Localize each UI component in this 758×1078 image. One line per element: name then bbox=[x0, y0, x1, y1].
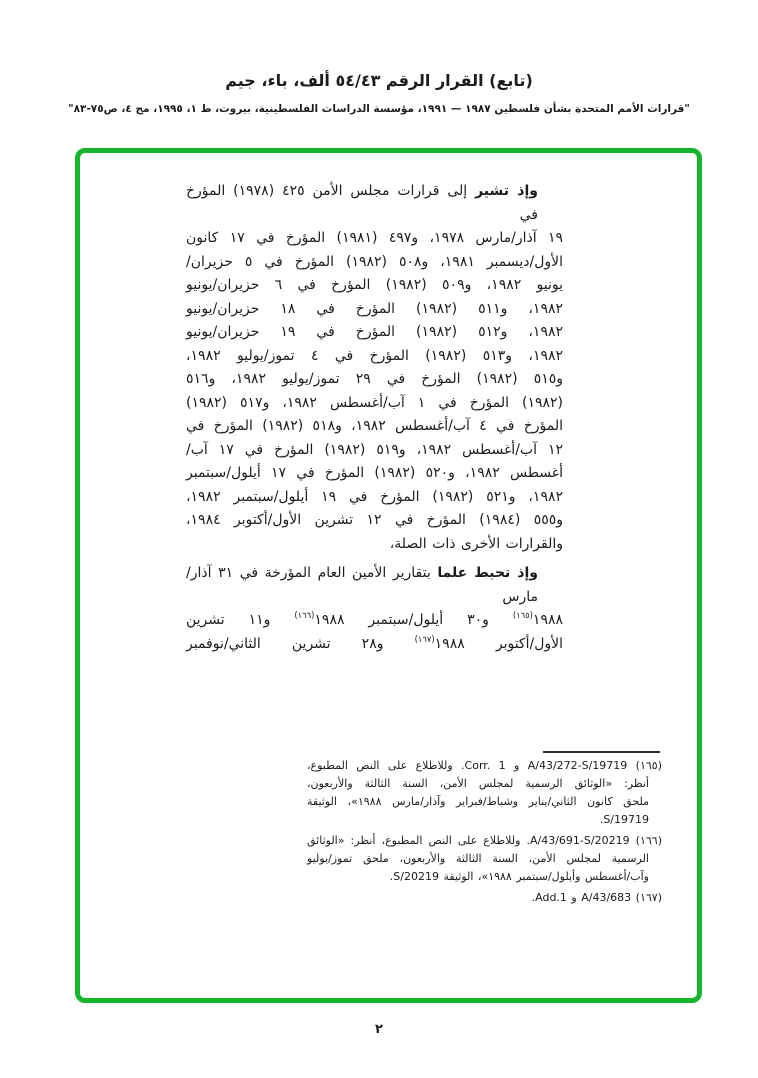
page-title: (تابع) القرار الرقم ٤٣‏/‏٥٤ ألف، باء، جيم bbox=[225, 71, 533, 90]
text-line: و٥١٥ (١٩٨٢) المؤرخ في ٢٩ تموز/يوليو ١٩٨٢، و٥١٦ bbox=[186, 371, 564, 387]
paragraph bbox=[186, 180, 563, 556]
text-line: ١٩٨٢، و٥١٣ (١٩٨٢) المؤرخ في ٤ تموز/يوليو ١٩٨٢، bbox=[186, 347, 564, 364]
footnote bbox=[307, 832, 662, 886]
text-line: ١٩ آذار/مارس ١٩٧٨، و٤٩٧ (١٩٨١) المؤرخ في ١٧ كانون bbox=[186, 230, 563, 246]
text-line: وآب/أغسطس وأيلول/سبتمبر ١٩٨٨»، الوثيقة S/20219. bbox=[389, 870, 649, 883]
paragraph bbox=[186, 562, 563, 656]
text-line: أغسطس ١٩٨٢، و٥٢٠ (١٩٨٢) المؤرخ في ١٧ أيلول/سبتمبر bbox=[186, 465, 564, 481]
footnote-separator bbox=[543, 751, 660, 753]
text-line: والقرارات الأخرى ذات الصلة، bbox=[389, 535, 563, 552]
text-line: ١٢ آب/أغسطس ١٩٨٢، و٥١٩ (١٩٨٢) المؤرخ في ١٧ آب/ bbox=[186, 441, 563, 458]
text-line: (١٩٨٢) المؤرخ في ١ آب/أغسطس ١٩٨٢، و٥١٧ (١٩٨٢) bbox=[186, 394, 563, 411]
text-line: ١٩٨٢، و٥١١ (١٩٨٢) المؤرخ في ١٨ حزيران/يونيو bbox=[186, 300, 563, 317]
text-line: الأول/ديسمبر ١٩٨١، و٥٠٨ (١٩٨٢) المؤرخ في ٥ حزيران/ bbox=[186, 253, 564, 270]
footnote bbox=[307, 889, 662, 907]
text-line: ١٩٨٨$^{(١٦٥)}$ و٣٠ أيلول/سبتمبر ١٩٨٨$^{(١٦٦)}$ و١١ تشرين bbox=[186, 610, 563, 628]
text-line: ملحق كانون الثاني/يناير وشباط/فبراير وآذار/مارس ١٩٨٨»، الوثيقة bbox=[307, 795, 649, 808]
text-line: الرسمية لمجلس الأمن، السنة الثالثة والأربعون، ملحق تموز/يوليو bbox=[307, 852, 649, 865]
text-line: أنظر: «الوثائق الرسمية لمجلس الأمن، السنة الثالثة والأربعون، bbox=[307, 777, 649, 790]
text-line: ١٩٨٢، و٥١٢ (١٩٨٢) المؤرخ في ١٩ حزيران/يونيو bbox=[186, 324, 563, 340]
text-line: (١٦٧) A/43/683 و Add.1. bbox=[531, 891, 662, 904]
text-line: (١٦٦) A/43/691-S/20219. وللاطلاع على النص المطبوع، أنظر: «الوثائق bbox=[307, 834, 663, 847]
text-line: وإذ تشير إلى قرارات مجلس الأمن ٤٢٥ (١٩٧٨) المؤرخ في bbox=[186, 183, 538, 223]
footnote bbox=[307, 757, 662, 829]
text-line: S/19719. bbox=[599, 813, 649, 826]
resolution-text bbox=[186, 180, 563, 656]
text-line: الأول/أكتوبر ١٩٨٨$^{(١٦٧)}$ و٢٨ تشرين الثاني/نوفمبر bbox=[186, 633, 563, 652]
text-line: يونيو ١٩٨٢، و٥٠٩ (١٩٨٢) المؤرخ في ٦ حزيران/يونيو bbox=[186, 277, 564, 293]
text-line: وإذ تحيط علما بتقارير الأمين العام المؤرخة في ٣١ آذار/مارس bbox=[186, 565, 538, 605]
text-line: (١٦٥) A/43/272-S/19719 و Corr. 1. وللاطلاع على النص المطبوع، bbox=[307, 759, 662, 772]
page-number: ٢ bbox=[375, 1022, 383, 1037]
footnotes bbox=[307, 757, 662, 907]
text-line: المؤرخ في ٤ آب/أغسطس ١٩٨٢، و٥١٨ (١٩٨٢) المؤرخ في bbox=[186, 418, 563, 434]
text-line: و٥٥٥ (١٩٨٤) المؤرخ في ١٢ تشرين الأول/أكتوبر ١٩٨٤، bbox=[186, 512, 564, 528]
text-line: ١٩٨٢، و٥٢١ (١٩٨٢) المؤرخ في ١٩ أيلول/سبتمبر ١٩٨٢، bbox=[186, 488, 563, 505]
source-citation: "قرارات الأمم المتحدة بشأن فلسطين ١٩٨٧ — ١٩٩١، مؤسسة الدراسات الفلسطينية، بيروت، ط ١، ١٩٩٥، مج ٤، ص٧٥-٨٣" bbox=[68, 103, 690, 115]
